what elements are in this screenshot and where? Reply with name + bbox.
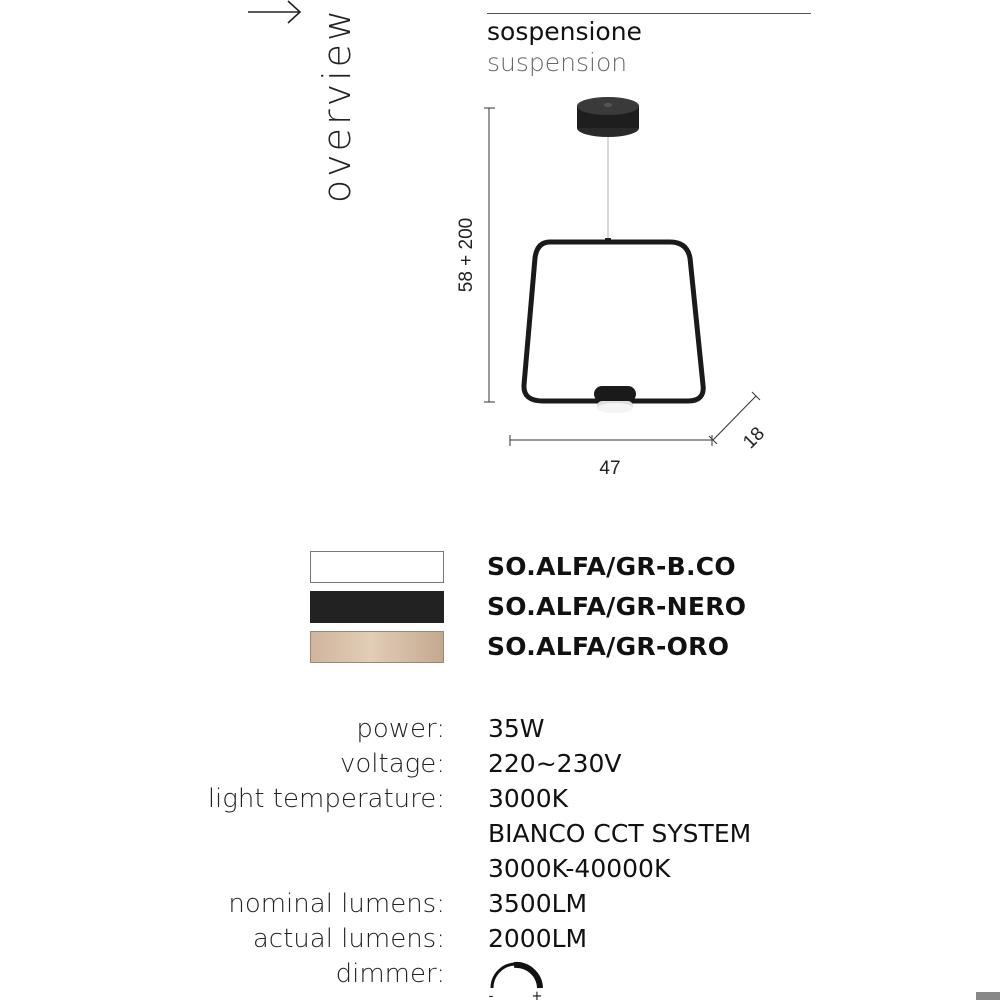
spec-label-nominal-lumens: nominal lumens: bbox=[228, 889, 445, 919]
spec-label-light-temperature: light temperature: bbox=[207, 784, 445, 814]
light-module bbox=[594, 386, 636, 413]
ceiling-canopy bbox=[577, 97, 639, 137]
lamp-frame bbox=[524, 242, 703, 401]
swatch-gold bbox=[310, 631, 444, 663]
page-corner-mark bbox=[976, 992, 1000, 1000]
spec-label-power: power: bbox=[356, 714, 445, 744]
header-divider bbox=[487, 13, 811, 14]
width-dimension-line bbox=[510, 435, 712, 446]
dimmer-icon bbox=[484, 960, 548, 1000]
spec-value-voltage: 220~230V bbox=[488, 749, 622, 778]
swatch-white bbox=[310, 551, 444, 583]
spec-value-light-temperature: BIANCO CCT SYSTEM bbox=[488, 819, 752, 848]
spec-value-actual-lumens: 2000LM bbox=[488, 924, 588, 953]
spec-value-light-temperature: 3000K-40000K bbox=[488, 854, 671, 883]
spec-value-power: 35W bbox=[488, 714, 545, 743]
variant-code-white: SO.ALFA/GR-B.CO bbox=[487, 552, 736, 581]
product-technical-drawing bbox=[440, 90, 800, 490]
arrow-right-icon bbox=[248, 0, 304, 26]
height-dimension-line bbox=[484, 108, 495, 402]
variant-code-black: SO.ALFA/GR-NERO bbox=[487, 592, 747, 621]
spec-label-actual-lumens: actual lumens: bbox=[252, 924, 445, 954]
product-title-italian: sospensione bbox=[487, 17, 642, 46]
dimmer-minus-symbol: - bbox=[488, 989, 494, 1000]
section-label-overview: overview bbox=[315, 6, 359, 204]
variant-code-gold: SO.ALFA/GR-ORO bbox=[487, 632, 730, 661]
depth-dimension-label: 18 bbox=[739, 423, 770, 454]
width-dimension-label: 47 bbox=[599, 458, 621, 479]
spec-label-dimmer: dimmer: bbox=[335, 959, 445, 989]
dimmer-plus-symbol: + bbox=[531, 989, 543, 1000]
spec-value-light-temperature: 3000K bbox=[488, 784, 569, 813]
spec-value-nominal-lumens: 3500LM bbox=[488, 889, 588, 918]
swatch-black bbox=[310, 591, 444, 623]
product-title-english: suspension bbox=[487, 48, 628, 77]
spec-label-voltage: voltage: bbox=[339, 749, 445, 779]
height-dimension-label: 58 + 200 bbox=[456, 217, 477, 293]
